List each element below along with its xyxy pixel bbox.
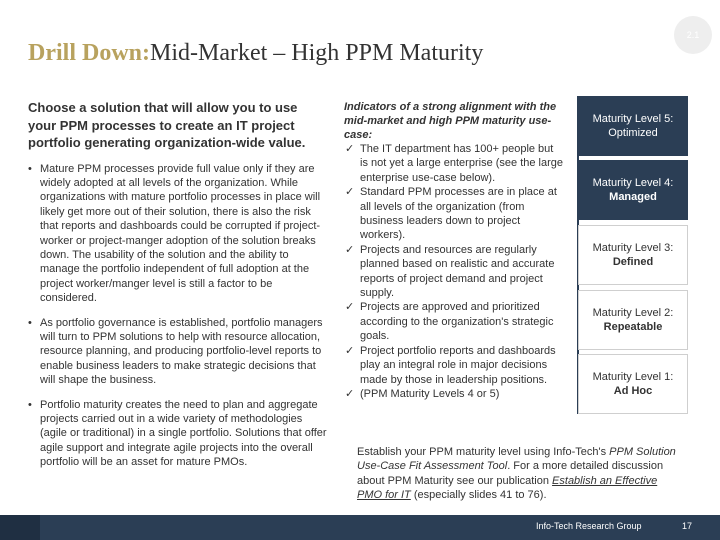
- indicators-heading: Indicators of a strong alignment with the mid-market and high PPM maturity use-case:: [344, 101, 557, 141]
- indicators-column: [344, 100, 564, 401]
- indicator-text: Standard PPM processes are in place at all levels of the organization (from business leaders down to project workers).: [360, 186, 557, 242]
- bullet-icon: •: [28, 398, 32, 411]
- tool-name: PPM Solution Use-Case Fit Assessment Tool: [357, 446, 676, 473]
- indicator-list: [344, 142, 564, 401]
- maturity-level-5: [578, 96, 688, 156]
- checkmark-icon: ✓: [345, 186, 355, 199]
- maturity-levels: [578, 96, 688, 414]
- indicator-item: [344, 185, 564, 243]
- maturity-level-label: Maturity Level 2:: [592, 307, 674, 319]
- maturity-level-1: [578, 354, 688, 414]
- page-number: 17: [682, 521, 693, 531]
- maturity-level-4: [578, 160, 688, 220]
- checkmark-icon: ✓: [345, 143, 355, 155]
- indicator-item: [344, 142, 564, 185]
- bullet-text: Mature PPM processes provide full value only if they are widely adopted at all levels of the organization. While organizations with mature portfolio processes in place will likely get more out of their solution, there is also the risk that reports and dashboards could be corrupted if project-worker or project-manger adoption of the solution breaks down. The usability of the solution and the ability to manage the portfolio independent of full adoption at the project worker/manger level is still a factor to be considered.: [40, 162, 321, 305]
- indicator-item: [344, 344, 564, 387]
- maturity-level-label: Maturity Level 3:: [592, 242, 674, 254]
- maturity-level-3: [578, 225, 688, 285]
- bullet-icon: •: [28, 162, 32, 175]
- footer-bar: [0, 515, 720, 540]
- bullet-icon: •: [28, 316, 32, 329]
- lead-statement: Choose a solution that will allow you to use your PPM processes to create an IT project portfolio generating organization-wide value.: [28, 100, 306, 150]
- indicator-text: The IT department has 100+ people but is not yet a large enterprise (see the large enterprise use-case below).: [360, 143, 564, 184]
- maturity-level-2: [578, 290, 688, 350]
- footer-accent: [0, 515, 40, 540]
- indicator-item: [344, 243, 564, 301]
- maturity-level-label: Maturity Level 5:: [592, 113, 674, 125]
- indicator-text: Projects and resources are regularly planned based on realistic and accurate reports of project demand and project supply.: [360, 243, 555, 300]
- bullet-item: [28, 316, 328, 388]
- footer-org: Info-Tech Research Group: [536, 521, 642, 531]
- maturity-level-label: Maturity Level 1:: [592, 371, 674, 383]
- title-main: Mid-Market – High PPM Maturity: [150, 40, 484, 66]
- callout-part: (especially slides 41 to 76).: [410, 489, 547, 502]
- maturity-level-name: Managed: [609, 191, 657, 203]
- indicator-text: (PPM Maturity Levels 4 or 5): [360, 387, 500, 400]
- maturity-level-label: Maturity Level 4:: [592, 177, 674, 189]
- maturity-level-name: Defined: [612, 256, 654, 268]
- slide-number-badge: 2.1: [674, 16, 712, 54]
- checkmark-icon: ✓: [345, 344, 355, 357]
- publication-link[interactable]: Establish an Effective PMO for IT: [357, 474, 658, 502]
- callout-part: . For a more detailed discussion about PPM Maturity see our publication: [357, 460, 664, 487]
- left-column: [28, 99, 328, 480]
- indicator-item: [344, 387, 564, 401]
- checkmark-icon: ✓: [345, 301, 355, 314]
- bullet-text: As portfolio governance is established, portfolio managers will turn to PPM solutions to help with resource allocation, resource planning, and producing portfolio-level reports to enable business leaders to make strategic decisions that will shape the business.: [40, 316, 323, 387]
- bullet-item: [28, 398, 328, 470]
- checkmark-icon: ✓: [345, 243, 355, 256]
- title-accent: Drill Down:: [28, 40, 150, 66]
- indicator-text: Project portfolio reports and dashboards play an integral role in major decisions made by those in leadership positions.: [360, 344, 556, 386]
- checkmark-icon: ✓: [345, 387, 355, 400]
- maturity-level-name: Optimized: [608, 127, 658, 139]
- bullet-item: [28, 162, 328, 306]
- callout-text: [357, 445, 683, 503]
- indicator-text: Projects are approved and prioritized according to the organization's strategic goals.: [360, 301, 554, 343]
- maturity-level-name: Ad Hoc: [613, 385, 653, 397]
- page-title: [28, 40, 648, 67]
- bullet-text: Portfolio maturity creates the need to plan and aggregate projects carried out in a wide variety of methodologies (agile or traditional) in a single portfolio. Solutions that offer agile support and integrate agile projects into the overall portfolio will be an asset for mature PMOs.: [40, 398, 327, 469]
- indicator-item: [344, 300, 564, 343]
- callout-part: Establish your PPM maturity level using Info-Tech's: [357, 446, 610, 458]
- maturity-level-name: Repeatable: [603, 321, 663, 333]
- bullet-list: [28, 162, 328, 470]
